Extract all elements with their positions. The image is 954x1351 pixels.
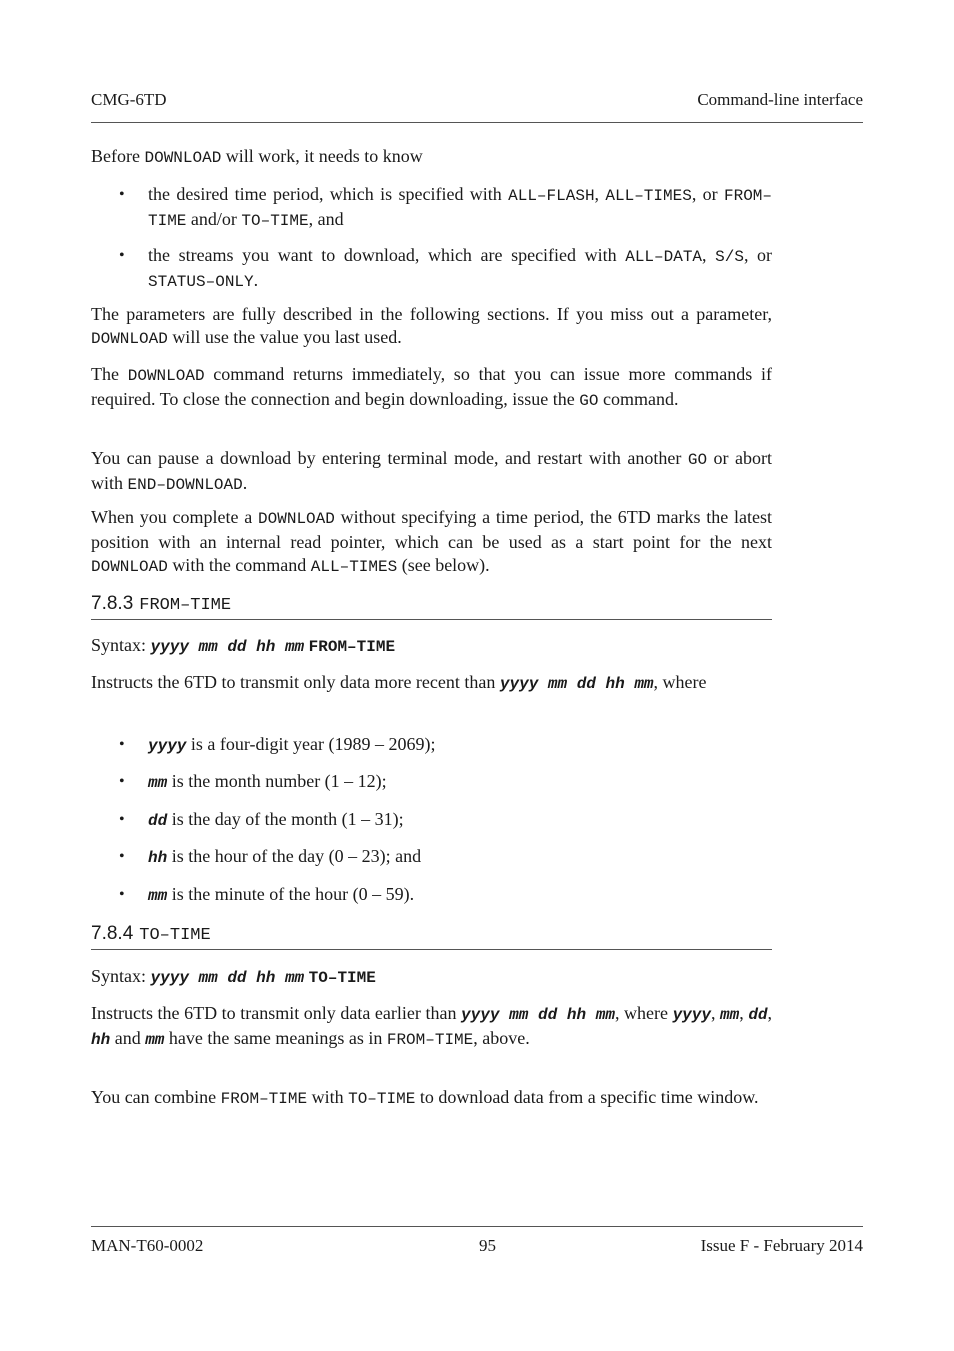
section-heading-to-time — [91, 923, 772, 950]
text: You can combine — [91, 1087, 217, 1107]
code-status-only: STATUS–ONLY — [148, 273, 254, 291]
running-header — [91, 90, 863, 114]
intro-paragraph — [91, 145, 772, 170]
text: and/or — [190, 209, 237, 229]
text: (see below). — [401, 555, 490, 575]
paragraph-parameters — [91, 303, 772, 351]
arg: yyyy — [672, 1006, 711, 1024]
args: yyyy mm dd hh mm — [461, 1006, 615, 1024]
code-go: GO — [579, 392, 599, 410]
text: have the same meanings as in — [168, 1028, 383, 1048]
code-to-time: TO–TIME — [241, 212, 309, 230]
code-download: DOWNLOAD — [91, 330, 168, 348]
header-doc-name: CMG-6TD — [91, 90, 167, 109]
bullet-time-period — [148, 183, 772, 233]
bullet-dot: • — [119, 848, 125, 865]
arg: hh — [148, 849, 168, 867]
text: with — [311, 1087, 344, 1107]
text: without specifying a time period, the 6TD marks the latest position with an internal read pointer, which can be used as a start point for the next — [91, 507, 772, 552]
bullet-dot: • — [119, 773, 125, 790]
arg: mm — [148, 774, 168, 792]
paragraph-read-pointer — [91, 506, 772, 579]
text: . — [253, 270, 259, 290]
list-item-month — [148, 770, 772, 795]
section-number: 7.8.4 — [91, 923, 134, 944]
arg: hh — [91, 1031, 111, 1049]
code-from-time: FROM–TIME — [220, 1090, 308, 1108]
args: yyyy mm dd hh mm — [499, 675, 654, 693]
text: . — [242, 473, 248, 493]
bullet-dot: • — [119, 811, 125, 828]
text: is the month number (1 – 12); — [171, 771, 387, 791]
code-download: DOWNLOAD — [144, 149, 222, 167]
text: is a four-digit year (1989 – 2069); — [190, 734, 436, 754]
footer-page-number: 95 — [479, 1236, 496, 1255]
bullet-dot: • — [119, 736, 125, 753]
bullet-dot: • — [119, 247, 125, 264]
text: , — [594, 184, 600, 204]
text: Before — [91, 146, 140, 166]
arg: mm — [148, 887, 168, 905]
text: Instructs the 6TD to transmit only data earlier than — [91, 1003, 457, 1023]
section-title: TO–TIME — [139, 926, 211, 945]
section-heading-from-time — [91, 593, 772, 620]
text: the desired time period, which is specified with — [148, 184, 502, 204]
text: You can pause a download by entering terminal mode, and restart with another — [91, 448, 682, 468]
bullet-streams — [148, 244, 772, 294]
code-from-time: FROM–TIME — [148, 187, 773, 230]
header-rule — [91, 122, 863, 123]
text: When you complete a — [91, 507, 253, 527]
syntax-label: Syntax: — [91, 966, 147, 986]
syntax-label: Syntax: — [91, 635, 147, 655]
text: The — [91, 364, 119, 384]
text: or abort with — [91, 448, 773, 493]
footer-issue: Issue F - February 2014 — [700, 1236, 863, 1255]
footer-doc-number: MAN-T60-0002 — [91, 1236, 204, 1255]
syntax-args: yyyy mm dd hh mm — [150, 638, 305, 656]
text: is the minute of the hour (0 – 59). — [171, 884, 415, 904]
text: is the hour of the day (0 – 23); and — [171, 846, 422, 866]
description-to-time: Instructs the 6TD to transmit only data earlier than yyyy mm dd hh mm, where yyyy, mm, dd, hh and mm have the same meanings as in FROM–TIME, above. — [91, 1003, 773, 1049]
bullet-dot: • — [119, 886, 125, 903]
text: with the command — [172, 555, 307, 575]
text: , above. — [473, 1028, 530, 1048]
code-all-times: ALL–TIMES — [605, 187, 692, 205]
text: to download data from a specific time window. — [419, 1087, 759, 1107]
code-all-times: ALL–TIMES — [310, 558, 398, 576]
text: , or — [743, 245, 773, 265]
text: , — [702, 245, 707, 265]
arg: dd — [748, 1006, 768, 1024]
code-download: DOWNLOAD — [91, 558, 168, 576]
text: and — [114, 1028, 141, 1048]
text: command returns immediately, so that you can issue more commands if required. To close the connection and begin downloading, issue the — [91, 364, 772, 409]
text: will work, it needs to know — [225, 146, 423, 166]
text: , and — [308, 209, 344, 229]
text: the streams you want to download, which are specified with — [148, 245, 617, 265]
text: command. — [603, 389, 679, 409]
text: is the day of the month (1 – 31); — [171, 809, 404, 829]
bullet-dot: • — [119, 186, 125, 203]
paragraph-combine — [91, 1086, 772, 1111]
code-download: DOWNLOAD — [127, 367, 205, 385]
code-to-time: TO–TIME — [348, 1090, 416, 1108]
list-item-yyyy — [148, 733, 772, 758]
code-end-download: END–DOWNLOAD — [127, 476, 243, 494]
section-title: FROM–TIME — [139, 596, 232, 615]
syntax-to-time — [91, 965, 772, 990]
paragraph-pause — [91, 447, 772, 497]
code-from-time: FROM–TIME — [386, 1031, 474, 1049]
text: , or — [691, 184, 718, 204]
code-all-data: ALL–DATA — [625, 248, 703, 266]
arg: yyyy — [148, 737, 187, 755]
arg: dd — [148, 812, 168, 830]
syntax-args: yyyy mm dd hh mm — [150, 969, 305, 987]
list-item-day — [148, 808, 772, 833]
code-all-flash: ALL–FLASH — [508, 187, 595, 205]
text: , where — [653, 672, 707, 692]
syntax-from-time — [91, 634, 772, 659]
list-item-minute — [148, 883, 772, 908]
list-item-hour — [148, 845, 772, 870]
text: , where — [614, 1003, 668, 1023]
text: Instructs the 6TD to transmit only data more recent than — [91, 672, 496, 692]
code-download: DOWNLOAD — [258, 510, 335, 528]
syntax-command: FROM–TIME — [308, 638, 396, 656]
code-go: GO — [687, 451, 708, 469]
footer-rule — [91, 1226, 863, 1227]
paragraph-returns — [91, 363, 772, 413]
description-from-time — [91, 671, 772, 696]
arg: mm — [145, 1031, 165, 1049]
header-section-name: Command-line interface — [697, 90, 863, 109]
syntax-command: TO–TIME — [308, 969, 376, 987]
arg: mm — [720, 1006, 740, 1024]
text: will use the value you last used. — [172, 327, 402, 347]
text: The parameters are fully described in the following sections. If you miss out a parameter, — [91, 304, 772, 324]
code-s-s: S/S — [715, 248, 744, 266]
section-number: 7.8.3 — [91, 593, 134, 614]
